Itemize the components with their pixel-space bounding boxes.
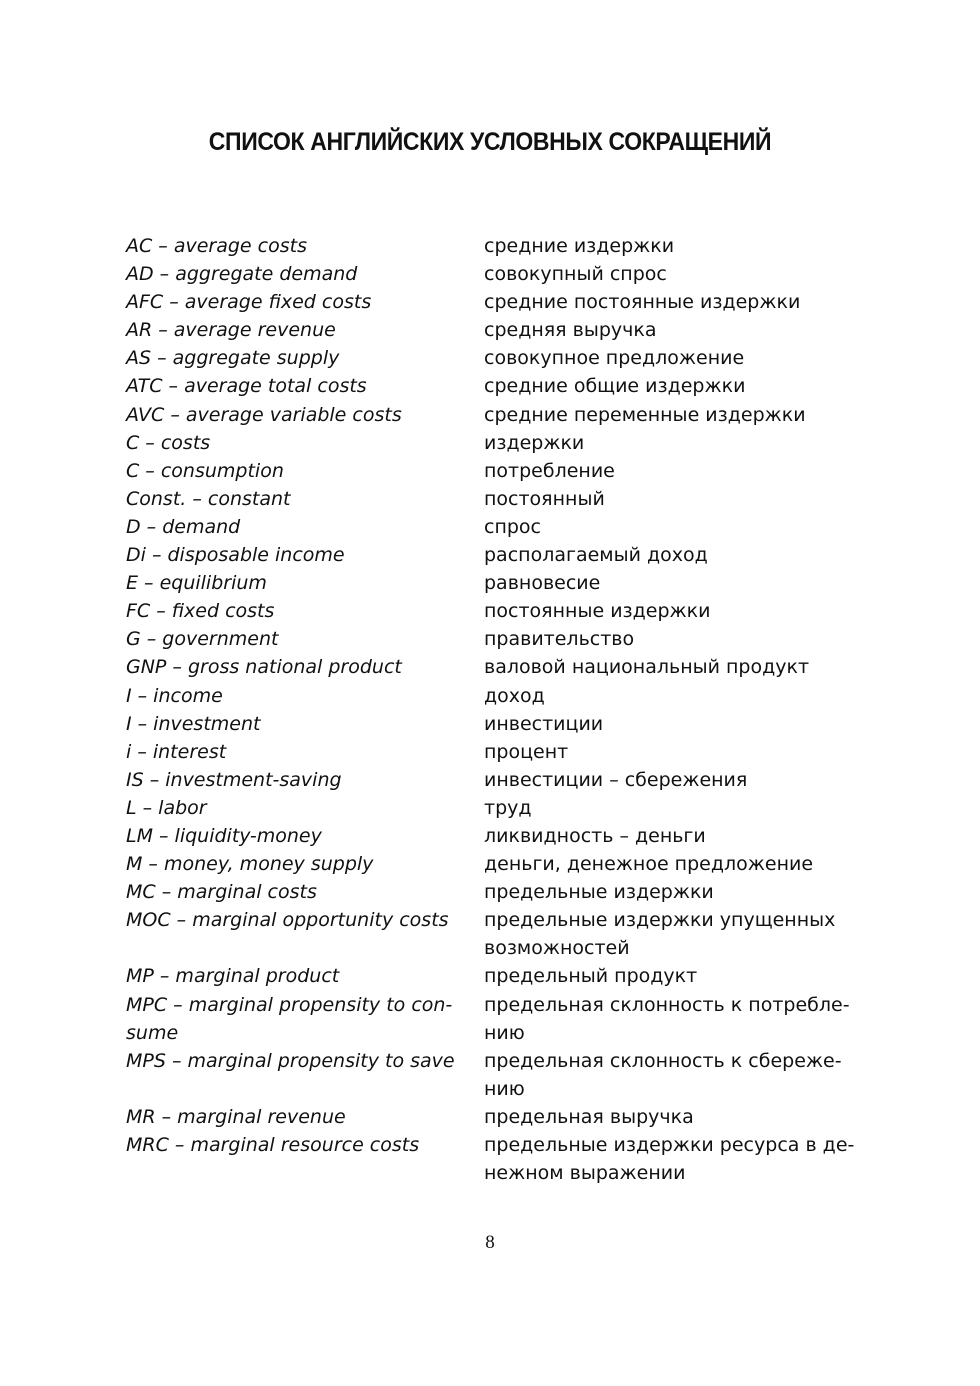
abbreviation-meaning: предельные издержки [484, 881, 714, 904]
abbreviation-row [126, 1047, 856, 1103]
abbreviation-term: IS – investment-saving [126, 768, 342, 791]
abbreviation-term: MC – marginal costs [126, 881, 317, 904]
abbreviation-meaning: равновесие [484, 572, 601, 595]
abbreviation-meaning: предельная склонность к потребле- нию [484, 993, 850, 1044]
abbreviation-row [126, 457, 856, 485]
abbreviation-meaning: валовой национальный продукт [484, 656, 810, 679]
abbreviation-meaning: средние постоянные издержки [484, 291, 801, 314]
abbreviation-meaning: труд [484, 796, 532, 819]
abbreviation-row [126, 232, 856, 260]
abbreviation-meaning: предельный продукт [484, 965, 698, 988]
abbreviation-meaning: совокупное предложение [484, 347, 745, 370]
abbreviation-term: ATC – average total costs [126, 375, 367, 398]
abbreviation-row [126, 1131, 856, 1187]
abbreviation-meaning: совокупный спрос [484, 263, 667, 286]
abbreviation-meaning: инвестиции – сбережения [484, 768, 748, 791]
abbreviation-term: AVC – average variable costs [126, 403, 402, 426]
abbreviation-row [126, 738, 856, 766]
abbreviation-meaning: доход [484, 684, 545, 707]
abbreviation-meaning: правительство [484, 628, 635, 651]
abbreviation-term: I – income [126, 684, 223, 707]
abbreviation-meaning: предельные издержки ресурса в де- нежном выражении [484, 1134, 855, 1185]
abbreviation-row [126, 962, 856, 990]
abbreviation-meaning: средние общие издержки [484, 375, 746, 398]
abbreviation-meaning: потребление [484, 459, 615, 482]
abbreviation-meaning: процент [484, 740, 569, 763]
abbreviation-meaning: средние переменные издержки [484, 403, 806, 426]
abbreviation-list [126, 232, 856, 1187]
abbreviation-row [126, 822, 856, 850]
abbreviation-row [126, 485, 856, 513]
abbreviation-row [126, 429, 856, 457]
page-number: 8 [485, 1232, 495, 1253]
abbreviation-term: D – demand [126, 515, 241, 538]
abbreviation-meaning: предельная выручка [484, 1105, 694, 1128]
abbreviation-term: Di – disposable income [126, 544, 345, 567]
abbreviation-term: MP – marginal product [126, 965, 340, 988]
abbreviation-row [126, 569, 856, 597]
abbreviation-term: AFC – average fixed costs [126, 291, 372, 314]
abbreviation-term: MOC – marginal opportunity costs [126, 909, 449, 932]
abbreviation-meaning: инвестиции [484, 712, 604, 735]
abbreviation-term: GNP – gross national product [126, 656, 402, 679]
abbreviation-term: MPC – marginal propensity to con- sume [126, 993, 453, 1044]
page-title: СПИСОК АНГЛИЙСКИХ УСЛОВНЫХ СОКРАЩЕНИЙ [208, 128, 772, 156]
abbreviation-meaning: постоянные издержки [484, 600, 711, 623]
abbreviation-term: G – government [126, 628, 279, 651]
abbreviation-row [126, 541, 856, 569]
abbreviation-term: Const. – constant [126, 487, 291, 510]
abbreviation-term: E – equilibrium [126, 572, 267, 595]
abbreviation-meaning: деньги, денежное предложение [484, 853, 814, 876]
abbreviation-row [126, 316, 856, 344]
abbreviation-term: AR – average revenue [126, 319, 336, 342]
abbreviation-term: L – labor [126, 796, 207, 819]
abbreviation-row [126, 682, 856, 710]
abbreviation-term: MR – marginal revenue [126, 1105, 346, 1128]
abbreviation-term: M – money, money supply [126, 853, 374, 876]
abbreviation-term: LM – liquidity-money [126, 824, 322, 847]
abbreviation-row [126, 710, 856, 738]
abbreviation-row [126, 991, 856, 1047]
abbreviation-term: AS – aggregate supply [126, 347, 340, 370]
abbreviation-row [126, 372, 856, 400]
abbreviation-row [126, 288, 856, 316]
abbreviation-meaning: средние издержки [484, 235, 675, 257]
abbreviation-row [126, 401, 856, 429]
abbreviation-term: FC – fixed costs [126, 600, 275, 623]
abbreviation-row [126, 1103, 856, 1131]
abbreviation-term: C – costs [126, 431, 211, 454]
abbreviation-row [126, 878, 856, 906]
abbreviation-meaning: предельные издержки упущенных возможностей [484, 909, 836, 960]
abbreviation-row [126, 653, 856, 681]
abbreviation-row [126, 625, 856, 653]
abbreviation-row [126, 850, 856, 878]
abbreviation-term: AC – average costs [126, 235, 307, 257]
abbreviation-meaning: ликвидность – деньги [484, 824, 706, 847]
abbreviation-meaning: предельная склонность к сбереже- нию [484, 1049, 842, 1100]
abbreviation-meaning: спрос [484, 515, 541, 538]
abbreviation-term: MRC – marginal resource costs [126, 1134, 420, 1156]
abbreviation-row [126, 513, 856, 541]
abbreviation-term: I – investment [126, 712, 261, 735]
abbreviation-row [126, 794, 856, 822]
abbreviation-term: i – interest [126, 740, 227, 763]
abbreviation-meaning: издержки [484, 431, 585, 454]
abbreviation-meaning: постоянный [484, 487, 605, 510]
abbreviation-row [126, 260, 856, 288]
abbreviation-term: AD – aggregate demand [126, 263, 358, 286]
abbreviation-row [126, 766, 856, 794]
abbreviation-term: MPS – marginal propensity to save [126, 1049, 455, 1072]
abbreviation-meaning: располагаемый доход [484, 544, 708, 567]
abbreviation-row [126, 597, 856, 625]
abbreviation-row [126, 344, 856, 372]
abbreviation-meaning: средняя выручка [484, 319, 657, 342]
abbreviation-term: C – consumption [126, 459, 284, 482]
abbreviation-row [126, 906, 856, 962]
